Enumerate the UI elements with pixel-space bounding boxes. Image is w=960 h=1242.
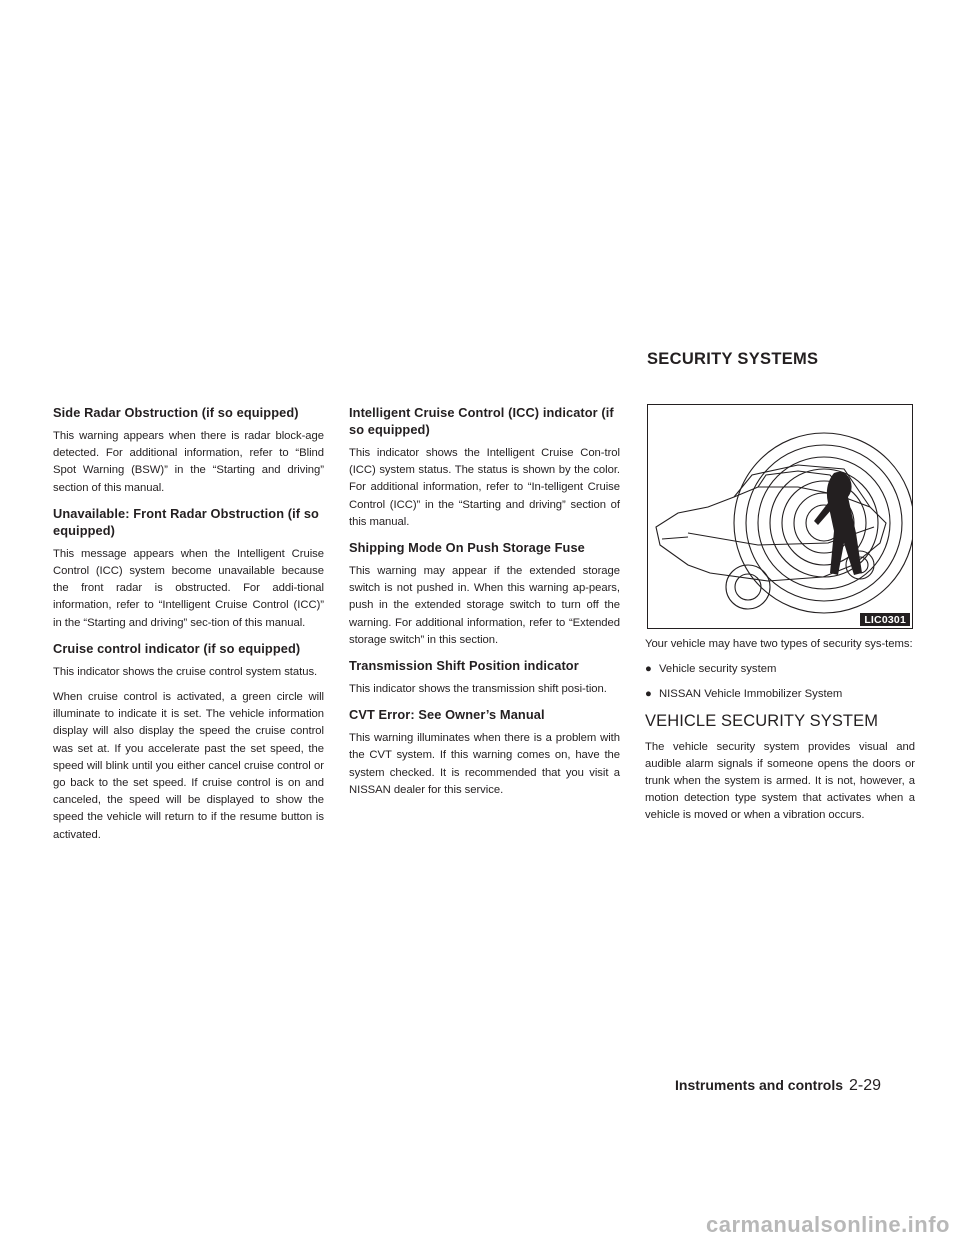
column-right bbox=[645, 404, 915, 833]
paragraph-security-intro: Your vehicle may have two types of security sys-tems: bbox=[645, 638, 913, 650]
paragraph-cruise-2: When cruise control is activated, a green circle will illuminate to indicate it is set. The vehicle information display will also display the speed the cruise control was set at. If you accelerate past the set speed, the speed will blink until you either cancel cruise control or go back to the set speed. If cruise control is on and canceled, the speed will be displayed to show the speed the vehicle will return to if the resume button is activated. bbox=[53, 691, 324, 841]
bullet-icon: ● bbox=[645, 663, 652, 676]
paragraph-shipping-mode: This warning may appear if the extended storage switch is not pushed in. When this warning ap-pears, push in the extended storage switch to turn off the warning. For additional information, refer to “Extended storage switch” in this section. bbox=[349, 565, 620, 646]
page-footer bbox=[675, 1077, 881, 1095]
paragraph-front-radar: This message appears when the Intelligent Cruise Control (ICC) system become unavailable because the front radar is obstructed. For addi-tional information, refer to “Intelligent Cruise Control (ICC)” in the “Starting and driving” sec-tion of this manual. bbox=[53, 547, 324, 629]
paragraph-cvt-error: This warning illuminates when there is a problem with the CVT system. If this warning comes on, have the system checked. It is recommended that you visit a NISSAN dealer for this service. bbox=[349, 732, 620, 796]
list-item-label: Vehicle security system bbox=[659, 663, 777, 676]
car-security-drawing bbox=[648, 405, 912, 628]
watermark-text: carmanualsonline.info bbox=[706, 1212, 950, 1237]
page-number: 2-29 bbox=[849, 1077, 882, 1094]
heading-icc-indicator: Intelligent Cruise Control (ICC) indicator (if so equipped) bbox=[349, 405, 614, 437]
column-middle bbox=[349, 404, 620, 807]
figure-code: LIC0301 bbox=[860, 613, 910, 626]
security-illustration bbox=[647, 404, 913, 629]
paragraph-side-radar: This warning appears when there is radar block-age detected. For additional information, refer to “Blind Spot Warning (BSW)” in the “Starting and driving” section of this manual. bbox=[53, 430, 324, 494]
paragraph-shift-position: This indicator shows the transmission shift posi-tion. bbox=[349, 683, 607, 696]
list-item-label: NISSAN Vehicle Immobilizer System bbox=[659, 688, 843, 701]
heading-front-radar: Unavailable: Front Radar Obstruction (if so equipped) bbox=[53, 505, 319, 538]
paragraph-icc: This indicator shows the Intelligent Cruise Con-trol (ICC) system status. The status is shown by the color. For additional information, refer to “In-telligent Cruise Control (ICC)” in the “Starting and driving” section of this manual. bbox=[349, 447, 620, 528]
paragraph-cruise-1: This indicator shows the cruise control system status. bbox=[53, 665, 318, 678]
list-item bbox=[645, 686, 915, 703]
bullet-icon: ● bbox=[645, 688, 652, 701]
security-types-list bbox=[645, 661, 915, 703]
paragraph-vehicle-security-system: The vehicle security system provides visual and audible alarm signals if someone opens the doors or trunk when the system is armed. It is not, however, a motion detection type system that activates when a vehicle is moved or when a vibration occurs. bbox=[645, 740, 915, 822]
section-header: SECURITY SYSTEMS bbox=[647, 350, 819, 368]
heading-shipping-mode: Shipping Mode On Push Storage Fuse bbox=[349, 540, 585, 556]
heading-shift-position: Transmission Shift Position indicator bbox=[349, 658, 579, 674]
heading-vehicle-security-system: VEHICLE SECURITY SYSTEM bbox=[645, 711, 879, 730]
footer-section-label: Instruments and controls bbox=[675, 1077, 844, 1093]
heading-cruise-indicator: Cruise control indicator (if so equipped) bbox=[53, 640, 301, 656]
heading-cvt-error: CVT Error: See Owner’s Manual bbox=[349, 707, 545, 723]
heading-side-radar: Side Radar Obstruction (if so equipped) bbox=[53, 405, 299, 420]
column-left bbox=[53, 404, 324, 852]
list-item bbox=[645, 661, 915, 678]
watermark-bar bbox=[0, 1208, 960, 1242]
